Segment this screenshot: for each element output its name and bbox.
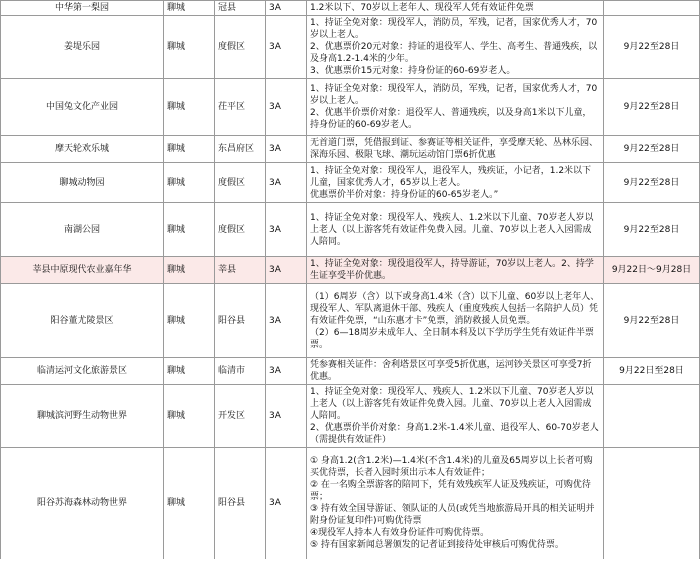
city-cell: 聊城 [164,163,215,203]
policy-cell [307,163,604,203]
policy-line: ② 在一名购全票游客的陪同下，凭有效残疾军人证及残疾证，可购优待票； [310,480,591,503]
date-cell: 9月22至28日 [604,163,700,203]
county-cell: 茌平区 [215,79,266,136]
city-cell: 聊城 [164,257,215,284]
level-cell: 3A [266,1,307,16]
date-cell: 9月22至28日 [604,203,700,257]
date-cell [604,385,700,448]
policy-cell [307,358,604,385]
policy-line: 1、持证全免对象：现役军人，退役军人，残疾证，小记者，1.2米以下儿童，国家优秀人才，65岁以上老人。 [310,165,592,188]
county-cell: 阳谷县 [215,284,266,358]
policy-line: 2、优惠票价半价对象：身高1.2米-1.4米儿童、退役军人、60-70岁老人（需提供有效证件） [310,423,599,445]
city-cell: 聊城 [164,79,215,136]
level-cell: 3A [266,16,307,79]
table-row [1,257,700,284]
policy-line: 2、优惠半价票价对象：退役军人、普通残疾，以及身高1米以下儿童，持身份证的60-69岁老人。 [310,108,592,130]
table-row [1,79,700,136]
policy-line: 1、持证全免对象：现役军人，消防员，军残，记者，国家优秀人才，70岁以上老人。 [310,84,598,106]
policy-cell [307,448,604,559]
policy-cell [307,257,604,284]
level-cell: 3A [266,358,307,385]
level-cell: 3A [266,136,307,163]
policy-cell [307,385,604,448]
date-cell: 9月22至28日 [604,136,700,163]
county-cell: 度假区 [215,163,266,203]
scenic-name-cell: 南湖公园 [1,203,164,257]
table-row [1,284,700,358]
policy-line: 1.2米以下、70岁以上老年人、现役军人凭有效证件免票 [310,3,534,13]
level-cell: 3A [266,79,307,136]
date-cell: 9月22日～9月28日 [604,257,700,284]
policy-cell [307,79,604,136]
county-cell: 东昌府区 [215,136,266,163]
policy-cell [307,16,604,79]
scenic-name-cell: 聊城滨河野生动物世界 [1,385,164,448]
scenic-name-cell: 摩天轮欢乐城 [1,136,164,163]
table-row [1,358,700,385]
city-cell: 聊城 [164,358,215,385]
policy-line: ① 身高1.2(含1.2米)—1.4米(不含1.4米)的儿童及65周岁以上长者可购买优待票，长者入园时须出示本人有效证件； [310,456,593,479]
county-cell: 度假区 [215,203,266,257]
policy-line: 3、优惠票价15元对象：持身份证的60-69岁老人。 [310,66,516,76]
city-cell: 聊城 [164,448,215,559]
county-cell: 冠县 [215,1,266,16]
city-cell: 聊城 [164,1,215,16]
city-cell: 聊城 [164,284,215,358]
table-row [1,385,700,448]
policy-cell [307,203,604,257]
policy-line: ③ 持有效全国导游证、领队证的人员(或凭当地旅游局开具的相关证明并附身份证复印件)可购优待票 [310,504,595,527]
date-cell: 9月22至28日 [604,79,700,136]
policy-line: 1、持证全免对象：现役退役军人，持导游证，70岁以上老人。2、持学生证享受半价优惠。 [310,259,594,281]
table-row [1,16,700,79]
date-cell: 9月22日至28日 [604,358,700,385]
scenic-name-cell: 姜堤乐园 [1,16,164,79]
county-cell: 莘县 [215,257,266,284]
date-cell: 9月22至28日 [604,16,700,79]
level-cell: 3A [266,257,307,284]
county-cell: 阳谷县 [215,448,266,559]
policy-line: 1、持证全免对象：现役军人，消防员，军残，记者，国家优秀人才，70岁以上老人。 [310,18,598,40]
level-cell: 3A [266,163,307,203]
policy-line: （2）6—18周岁未成年人、全日制本科及以下学历学生凭有效证件半票票。 [310,327,594,350]
date-cell [604,448,700,559]
county-cell: 临清市 [215,358,266,385]
policy-cell [307,136,604,163]
city-cell: 聊城 [164,203,215,257]
level-cell: 3A [266,448,307,559]
date-cell: 9月22至28日 [604,284,700,358]
scenic-name-cell: 中华第一梨园 [1,1,164,16]
table-row [1,136,700,163]
policy-line: 凭参赛相关证件：舍利塔景区可享受5折优惠，运河钞关景区可享受7折优惠。 [310,360,592,382]
date-cell [604,1,700,16]
level-cell: 3A [266,203,307,257]
table-row [1,163,700,203]
scenic-name-cell: 莘县中原现代农业嘉年华 [1,257,164,284]
level-cell: 3A [266,385,307,448]
policy-line: 1、持证全免对象：现役军人、残疾人、1.2米以下儿童、70岁老人岁以上老人（以上游客凭有效证件免费入园。儿童、70岁以上老人入园需成人陪同。 [310,212,594,247]
table-row [1,448,700,559]
city-cell: 聊城 [164,136,215,163]
table-body [1,1,700,559]
table-row [1,203,700,257]
policy-line: 1、持证全免对象：现役军人、残疾人、1.2米以下儿童、70岁老人岁以上老人（以上游客凭有效证件免费入园。儿童、70岁以上老人入园需成人陪同。 [310,387,594,421]
policy-line: ⑤ 持有国家新闻总署颁发的记者证到接待处审核后可购优待票。 [310,540,564,551]
city-cell: 聊城 [164,16,215,79]
policy-cell [307,284,604,358]
level-cell: 3A [266,284,307,358]
policy-cell [307,1,604,16]
policy-line: 2、优惠票价20元对象：持证的退役军人、学生、高考生、普通残疾，以及身高1.2-1.4米的少年。 [310,42,598,64]
policy-line: 无首道门票，凭借报到证、参赛证等相关证件，享受摩天轮、丛林乐园、深海乐园、极限飞球、潮玩运动馆门票6折优惠 [310,138,599,160]
scenic-name-cell: 阳谷董尤陵景区 [1,284,164,358]
policy-line: （1）6周岁（含）以下或身高1.4米（含）以下儿童、60岁以上老年人、现役军人、军队离退休干部、残疾人（重度残疾人包括一名陪护人员）凭有效证件免票，“山东惠才卡”免票，消防救援人员免票。 [310,291,600,326]
county-cell: 度假区 [215,16,266,79]
scenic-name-cell: 中国兔文化产业园 [1,79,164,136]
city-cell: 聊城 [164,385,215,448]
policy-line: 优惠票价半价对象：持身份证的60-65岁老人。” [310,189,499,200]
policy-line: ④现役军人持本人有效身份证件可购优待票。 [310,528,490,539]
scenic-name-cell: 临清运河文化旅游景区 [1,358,164,385]
county-cell: 开发区 [215,385,266,448]
table-row [1,1,700,16]
scenic-name-cell: 聊城动物园 [1,163,164,203]
scenic-name-cell: 阳谷苏海森林动物世界 [1,448,164,559]
